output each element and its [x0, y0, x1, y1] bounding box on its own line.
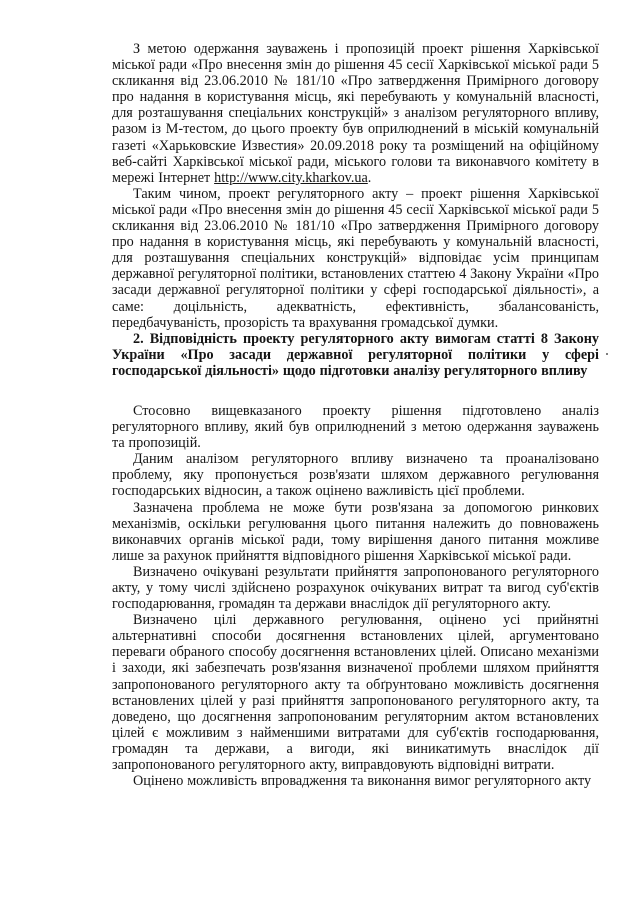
paragraph-publication-end: .: [367, 169, 372, 186]
paragraph-publication-text: З метою одержання зауважень і пропозицій проект рішення Харківської міської ради «Про внесення змін до рішення 45 сесії Харківської міської ради 5 скликання від 23.06.2010 № 181/10 «Про затвердження Примірного договору про надання в користування місць, які перебувають у комунальній власності, для розташування спеціальних конструкцій» з аналізом регуляторного впливу, разом із М-тестом, до цього проекту був оприлюднений в міській комунальній газеті «Харьковские Известия» 20.09.2018 року та розміщений на офіційному веб-сайті Харківської міської ради, міського голови та виконавчого комітету в мережі Інтернет: [112, 41, 599, 186]
paragraph-body: Визначено цілі державного регулювання, оцінено усі прийнятні альтернативні способи досягнення встановлених цілей, аргументовано переваги обраного способу досягнення встановлених цілей. Описано механізми і заходи, які забезпечать розв'язання визначеної проблеми шляхом прийняття запропонованого регуляторного акту та обґрунтовано можливість досягнення встановлених цілей у разі прийняття запропонованого регуляторного акту, та доведено, що досягнення запропонованим регуляторним актом встановлених цілей є можливим з найменшими витратами для суб'єктів господарювання, громадян та держави, а вигоди, які виникатимуть внаслідок дії запропонованого регуляторного акту, виправдовують відповідні витрати.: [112, 612, 599, 774]
paragraph-body: Даним аналізом регуляторного впливу визначено та проаналізовано проблему, яку пропонується розв'язати шляхом державного регулювання господарських відносин, а також оцінено важливість цієї проблеми.: [112, 451, 599, 500]
scan-speck: [606, 353, 608, 355]
section-gap: [112, 379, 599, 403]
section-heading: 2. Відповідність проекту регуляторного акту вимогам статті 8 Закону України «Про засади державної регуляторної політики у сфері господарської діяльності» щодо підготовки аналізу регуляторного впливу: [112, 330, 599, 379]
paragraph-body: Оцінено можливість впровадження та виконання вимог регуляторного акту: [133, 773, 592, 790]
paragraph-body: Стосовно вищевказаного проекту рішення підготовлено аналіз регуляторного впливу, який був оприлюднений з метою одержання зауважень та пропозицій.: [112, 402, 599, 452]
document-body: [112, 41, 599, 789]
paragraph-publication: [112, 41, 599, 186]
paragraph-principles: Таким чином, проект регуляторного акту – проект рішення Харківської міської ради «Про внесення змін до рішення 45 сесії Харківської міської ради 5 скликання від 23.06.2010 № 181/10 «Про затвердження Примірного договору про надання в користування місць, які перебувають у комунальній власності, для розташування спеціальних конструкцій» відповідає усім принципам державної регуляторної політики, встановлених статтею 4 Закону України «Про засади державної регуляторної політики у сфері господарської діяльності», а саме: доцільність, адекватність, ефективність, збалансованість, передбачуваність, прозорість та врахування громадської думки.: [112, 185, 599, 331]
paragraph-body: Визначено очікувані результати прийняття запропонованого регуляторного акту, у тому числі здійснено розрахунок очікуваних витрат та вигод суб'єктів господарювання, громадян та держави внаслідок дії регуляторного акту.: [112, 563, 599, 613]
website-link[interactable]: http://www.city.kharkov.ua: [214, 169, 368, 186]
paragraph-body: Зазначена проблема не може бути розв'язана за допомогою ринкових механізмів, оскільки регулювання цього питання належить до повноважень виконавчих органів міської ради, тому вирішення даного питання можливе лише за рахунок прийняття відповідного рішення Харківської міської ради.: [112, 499, 599, 564]
